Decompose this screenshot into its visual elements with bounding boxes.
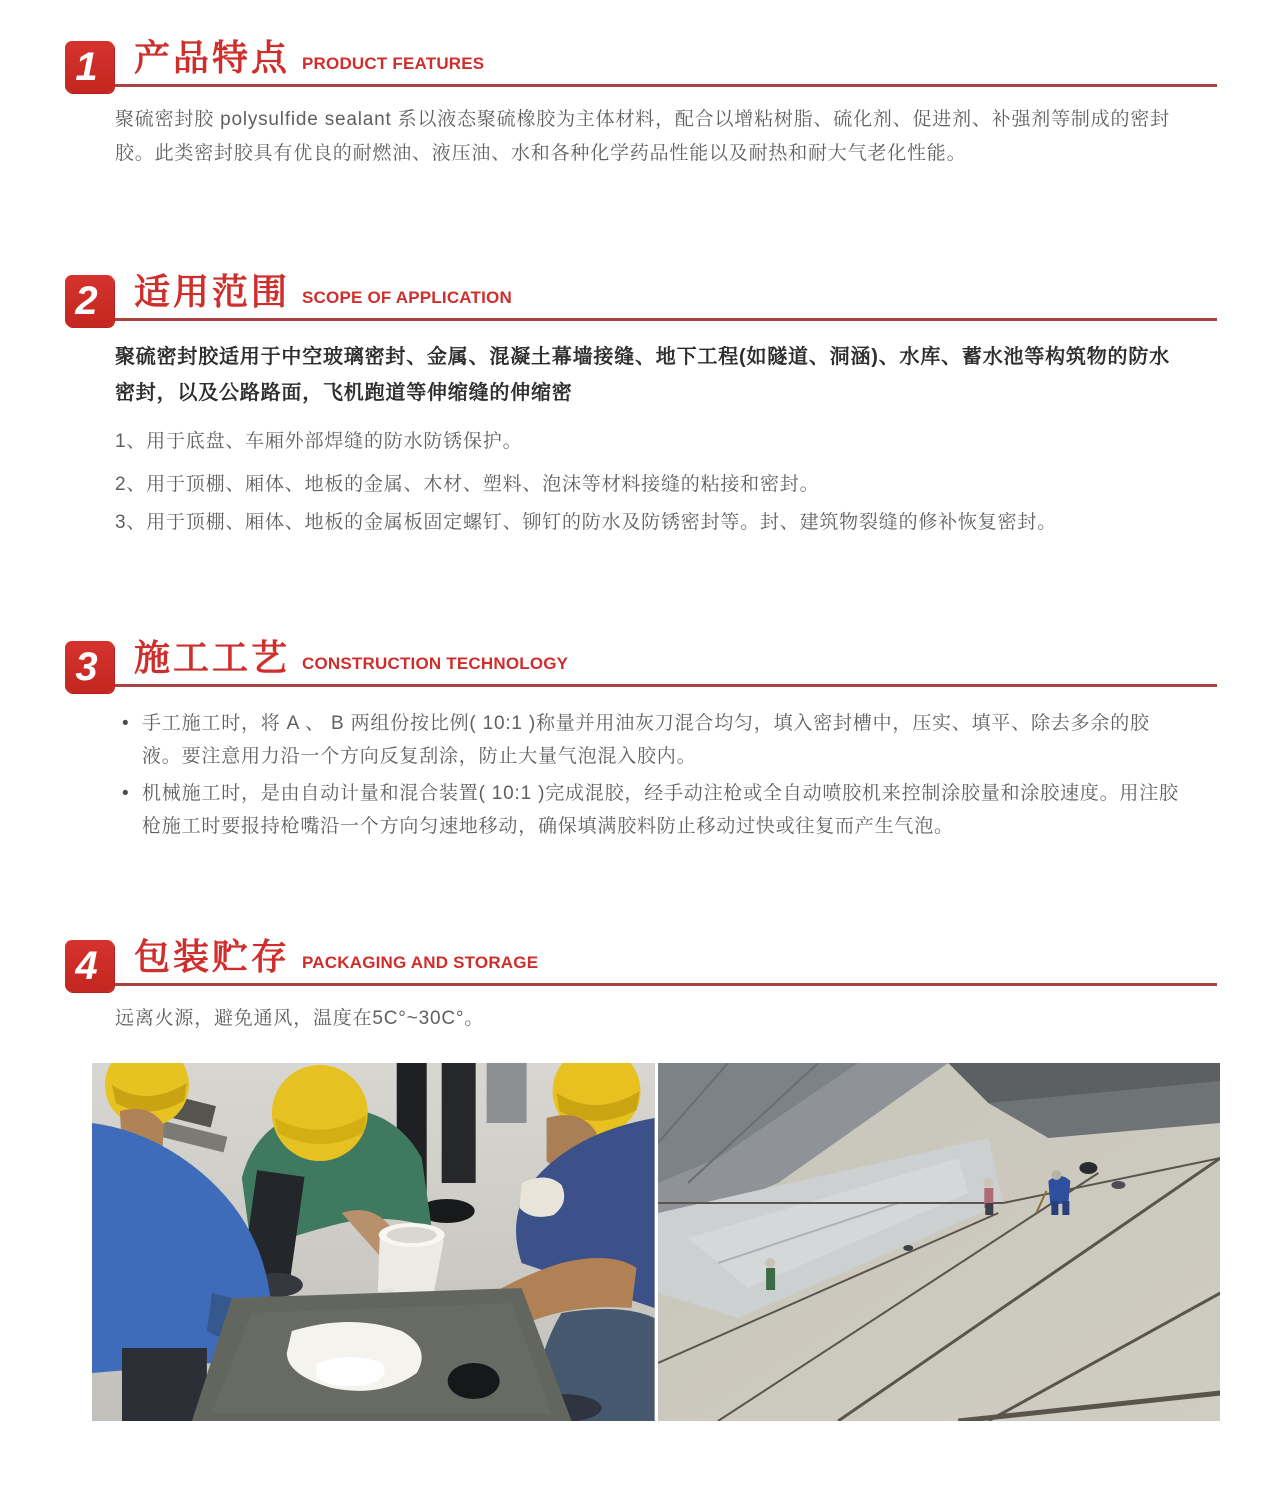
section-subtitle: PACKAGING AND STORAGE — [302, 953, 539, 972]
list-item: 2、用于顶棚、厢体、地板的金属、木材、塑料、泡沫等材料接缝的粘接和密封。 — [115, 474, 820, 495]
worker-green — [765, 1258, 775, 1290]
section-subtitle: SCOPE OF APPLICATION — [302, 288, 512, 307]
section-number-badge: 2 — [65, 275, 114, 327]
section-title: 施工工艺 — [134, 637, 291, 678]
application-list — [115, 425, 1187, 539]
list-item: 3、用于顶棚、厢体、地板的金属板固定螺钉、铆钉的防水及防锈密封等。封、建筑物裂缝的修补恢复密封。 — [115, 512, 1057, 533]
section-intro-bold: 聚硫密封胶适用于中空玻璃密封、金属、混凝土幕墙接缝、地下工程(如隧道、洞涵)、水库、蓄水池等构筑物的防水密封，以及公路路面，飞机跑道等伸缩缝的伸缩密 — [115, 346, 1170, 404]
section-subtitle: PRODUCT FEATURES — [302, 54, 485, 73]
list-item — [120, 777, 1187, 843]
photo-row — [92, 1063, 1220, 1421]
section-header — [65, 637, 1217, 689]
section-header — [65, 936, 1217, 988]
section-product-features — [65, 37, 1217, 171]
workers-photo-illustration — [92, 1063, 655, 1421]
section-number-badge: 3 — [65, 641, 114, 693]
section-paragraph: 聚硫密封胶 polysulfide sealant 系以液态聚硫橡胶为主体材料，配合以增粘树脂、硫化剂、促进剂、补强剂等制成的密封胶。此类密封胶具有优良的耐燃油、液压油、水和各种化学药品性能以及耐热和耐大气老化性能。 — [115, 109, 1170, 164]
section-header — [65, 271, 1217, 323]
slope-photo-illustration — [658, 1063, 1221, 1421]
bullet-icon: • — [122, 713, 130, 734]
section-title: 适用范围 — [134, 271, 291, 312]
section-paragraph: 远离火源，避免通风，温度在5C°~30C°。 — [115, 1008, 485, 1029]
section-scope-of-application — [65, 271, 1217, 539]
spacer — [65, 171, 1217, 274]
list-item-text: 手工施工时，将 A 、 B 两组份按比例( 10:1 )称量并用油灰刀混合均匀，填入密封槽中，压实、填平、除去多余的胶液。要注意用力沿一个方向反复刮涂，防止大量气泡混入胶内。 — [142, 713, 1150, 767]
spacer — [65, 847, 1217, 939]
bullet-icon: • — [122, 783, 130, 804]
workers-applying-sealant-photo — [92, 1063, 655, 1421]
section-number-badge: 1 — [65, 41, 114, 93]
sealant-mat — [192, 1288, 572, 1421]
list-item: 1、用于底盘、车厢外部焊缝的防水防锈保护。 — [115, 431, 523, 452]
section-subtitle: CONSTRUCTION TECHNOLOGY — [302, 654, 569, 673]
section-number-badge: 4 — [65, 940, 114, 992]
list-item-text: 机械施工时，是由自动计量和混合装置( 10:1 )完成混胶，经手动注枪或全自动喷胶机来控制涂胶量和涂胶速度。用注胶枪施工时要报持枪嘴沿一个方向匀速地移动，确保填满胶料防止移动过快或往复而产生气泡。 — [142, 783, 1179, 837]
section-title: 包装贮存 — [134, 936, 291, 977]
section-packaging-and-storage — [65, 936, 1217, 1036]
section-header — [65, 37, 1217, 89]
construction-steps-list — [120, 707, 1187, 843]
concrete-slope-expansion-joints-photo — [658, 1063, 1221, 1421]
spacer — [65, 544, 1217, 640]
list-item — [120, 707, 1187, 773]
section-construction-technology — [65, 637, 1217, 843]
section-title: 产品特点 — [134, 37, 291, 78]
